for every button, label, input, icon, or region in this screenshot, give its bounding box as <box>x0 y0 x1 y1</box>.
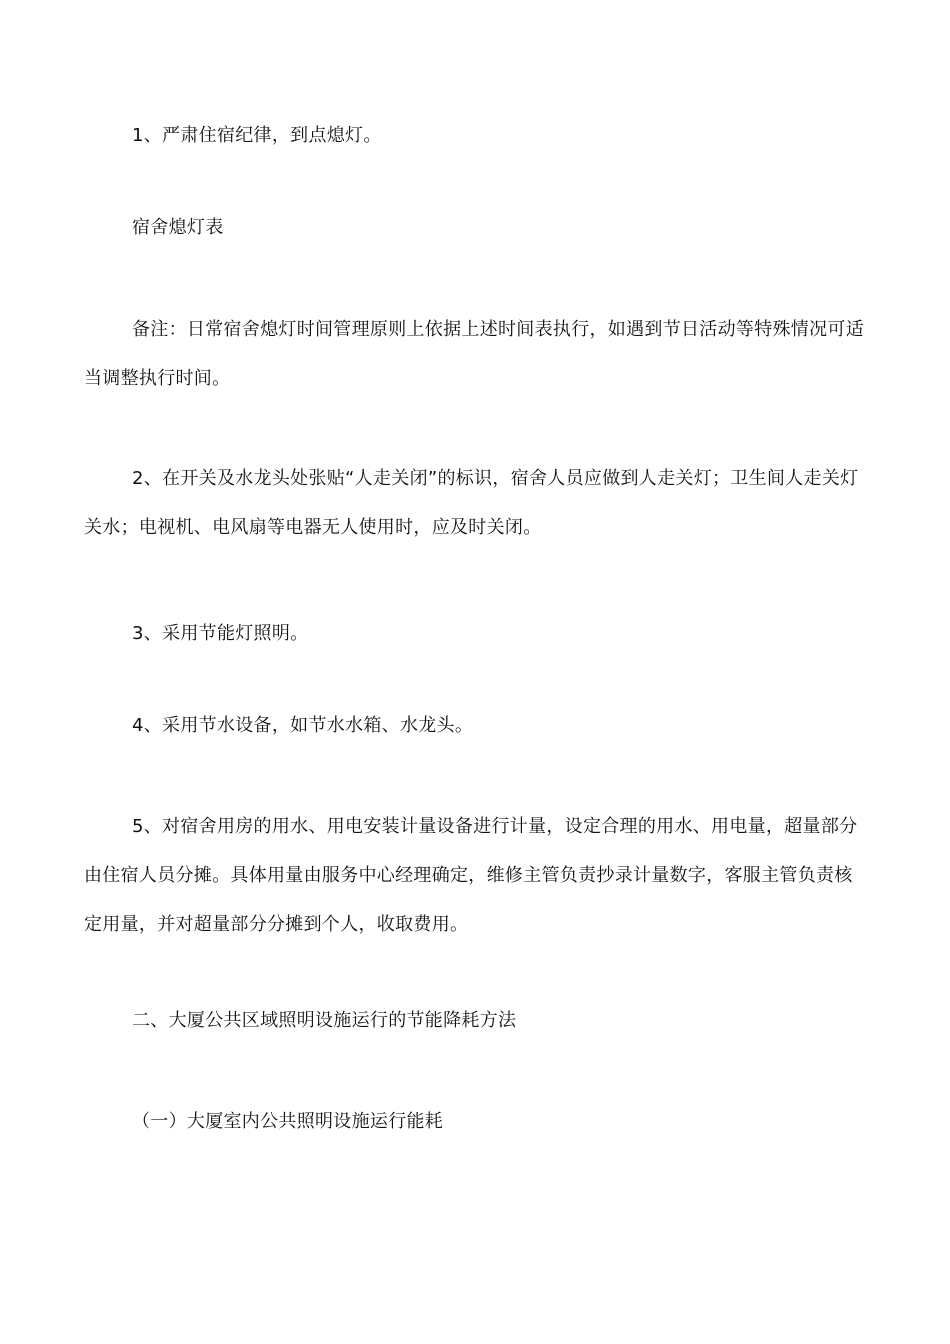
paragraph-item-3: 3、采用节能灯照明。 <box>132 623 309 644</box>
paragraph-item-2: 2、在开关及水龙头处张贴“人走关闭”的标识，宿舍人员应做到人走关灯；卫生间人走关灯关水；电视机、电风扇等电器无人使用时，应及时关闭。 <box>84 468 859 538</box>
section-heading-2: 二、大厦公共区域照明设施运行的节能降耗方法 <box>132 1010 517 1031</box>
paragraph-note: 备注：日常宿舍熄灯时间管理原则上依据上述时间表执行，如遇到节日活动等特殊情况可适当调整执行时间。 <box>84 319 864 389</box>
paragraph-item-5: 5、对宿舍用房的用水、用电安装计量设备进行计量，设定合理的用水、用电量，超量部分由住宿人员分摊。具体用量由服务中心经理确定，维修主管负责抄录计量数字，客服主管负责核定用量，并对超量部分分摊到个人，收取费用。 <box>84 816 858 935</box>
paragraph-item-1: 1、严肃住宿纪律，到点熄灯。 <box>132 125 382 146</box>
paragraph-table-caption: 宿舍熄灯表 <box>132 217 224 238</box>
subsection-heading-1: （一）大厦室内公共照明设施运行能耗 <box>132 1111 444 1132</box>
paragraph-item-4: 4、采用节水设备，如节水水箱、水龙头。 <box>132 715 474 736</box>
